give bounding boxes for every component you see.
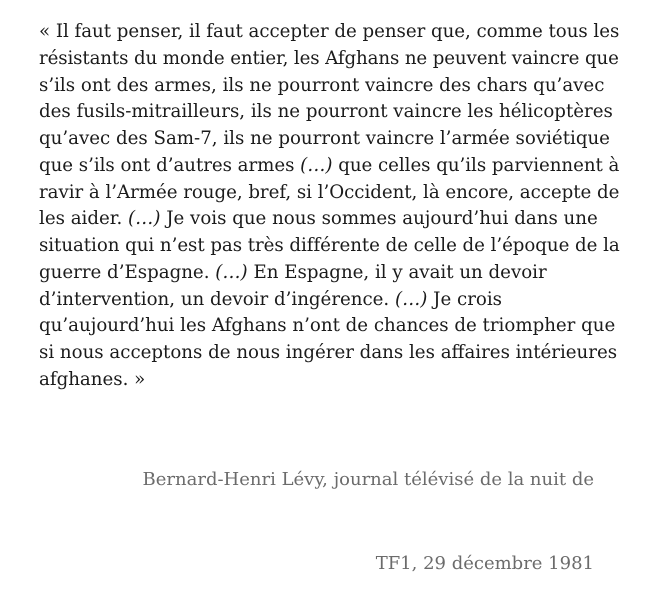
quote-run: que celles qu’ils parviennent à: [332, 154, 620, 176]
attribution-line-2: TF1, 29 décembre 1981: [375, 553, 594, 574]
quote-run: s’ils ont des armes, ils ne pourront vaincre des chars qu’avec: [39, 74, 605, 96]
quote-run: des fusils-mitrailleurs, ils ne pourront vaincre les hélicoptères: [39, 101, 613, 123]
quote-run: les aider.: [39, 208, 129, 230]
blockquote: [39, 19, 619, 394]
quote-line: [39, 260, 619, 287]
quote-run: résistants du monde entier, les Afghans ne peuvent vaincre que: [39, 47, 619, 69]
quote-run: qu’aujourd’hui les Afghans n’ont de chances de triompher que: [39, 315, 616, 337]
quote-line: [39, 46, 619, 73]
quote-line: [39, 233, 619, 260]
quote-line: [39, 99, 619, 126]
quote-run: ravir à l’Armée rouge, bref, si l’Occident, là encore, accepte de: [39, 181, 620, 203]
quote-line: [39, 340, 619, 367]
quote-run: En Espagne, il y avait un devoir: [247, 261, 547, 283]
quote-run: afghanes. »: [39, 368, 146, 390]
quote-line: [39, 206, 619, 233]
ellipsis-marker: (…): [215, 261, 248, 283]
quote-line: [39, 313, 619, 340]
ellipsis-marker: (…): [300, 154, 333, 176]
attribution: [143, 410, 594, 606]
quote-line: [39, 180, 619, 207]
ellipsis-marker: (…): [128, 208, 161, 230]
quote-run: que s’ils ont d’autres armes: [39, 154, 301, 176]
quote-line: [39, 126, 619, 153]
quote-run: qu’avec des Sam-7, ils ne pourront vaincre l’armée soviétique: [39, 128, 610, 149]
quote-line: [39, 287, 619, 314]
ellipsis-marker: (…): [395, 288, 428, 310]
quote-run: guerre d’Espagne.: [39, 261, 216, 283]
quote-run: Je vois que nous sommes aujourd’hui dans une: [160, 208, 598, 230]
quote-line: [39, 73, 619, 100]
quote-run: si nous acceptons de nous ingérer dans les affaires intérieures: [39, 342, 618, 363]
quote-run: « Il faut penser, il faut accepter de penser que, comme tous les: [39, 21, 620, 42]
quote-text: [39, 19, 619, 394]
quote-line: [39, 19, 619, 46]
attribution-line-1: Bernard-Henri Lévy, journal télévisé de la nuit de: [142, 469, 594, 490]
quote-line: [39, 153, 619, 180]
quote-run: d’intervention, un devoir d’ingérence.: [39, 288, 395, 310]
quote-run: Je crois: [427, 288, 502, 310]
quote-line: [39, 367, 619, 394]
quote-run: situation qui n’est pas très différente de celle de l’époque de la: [39, 235, 620, 256]
